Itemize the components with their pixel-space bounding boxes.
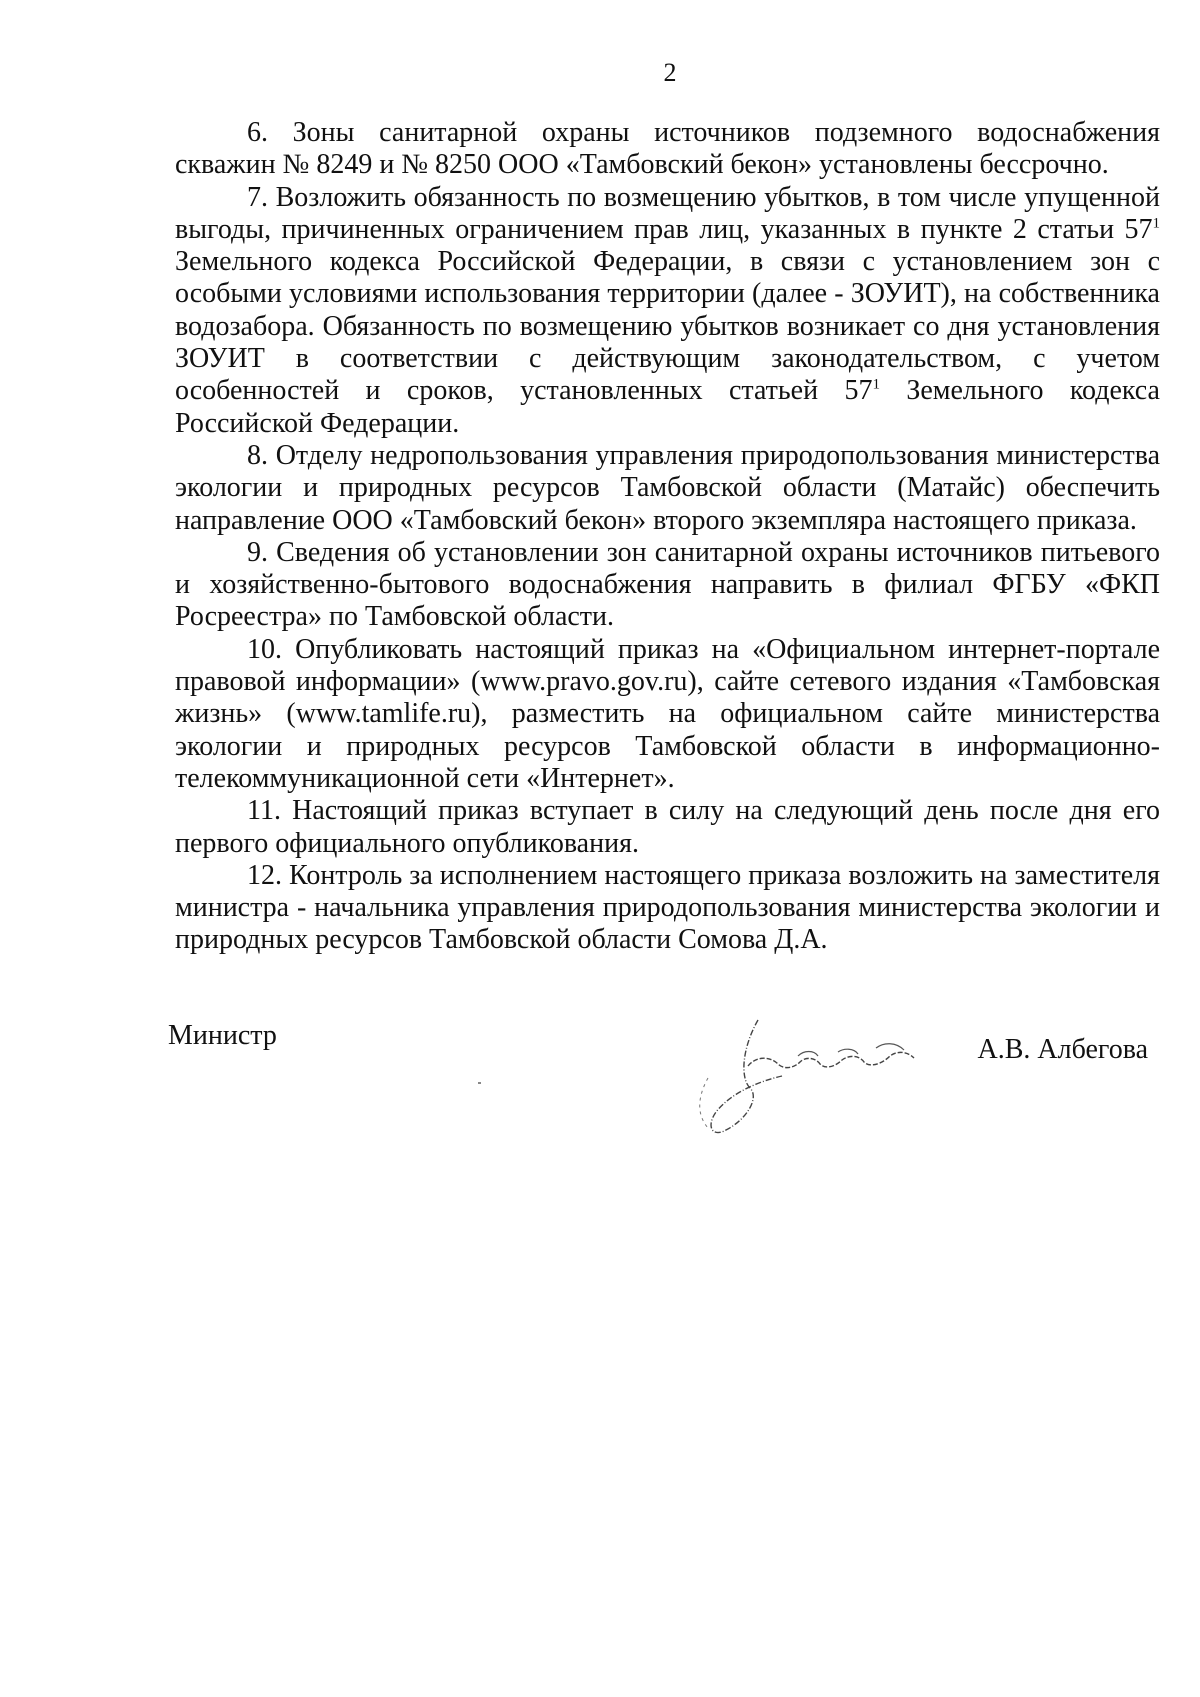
paragraph-7-part-3: Земельного кодекса Российской Федерации. [175,375,1160,439]
superscript-2: 1 [872,377,880,394]
paragraph-9: 9. Сведения об установлении зон санитарной охраны источников питьевого и хозяйственно-бытового водоснабжения направить в филиал ФГБУ «ФКП Росреестра» по Тамбовской области. [175,536,1160,633]
paragraph-7 [175,182,1160,440]
paragraph-11: 11. Настоящий приказ вступает в силу на следующий день после дня его первого официального опубликования. [175,795,1160,859]
superscript-1: 1 [1152,215,1160,232]
signatory-name: А.В. Албегова [977,1034,1148,1065]
paragraph-12: 12. Контроль за исполнением настоящего приказа возложить на заместителя министра - начальника управления природопользования министерства экологии и природных ресурсов Тамбовской области Сомова Д.А. [175,859,1160,956]
paragraph-7-part-1: 7. Возложить обязанность по возмещению убытков, в том числе упущенной выгоды, причиненных ограничением прав лиц, указанных в пункте 2 статьи 57 [175,181,1160,245]
paragraph-7-part-2: Земельного кодекса Российской Федерации, в связи с установлением зон с особыми условиями использования территории (далее - ЗОУИТ), на собственника водозабора. Обязанность по возмещению убытков возникает со дня установления ЗОУИТ в соответствии с действующим законодательством, с учетом особенностей и сроков, установленных статьей 57 [175,246,1160,407]
paragraph-6: 6. Зоны санитарной охраны источников подземного водоснабжения скважин № 8249 и № 8250 ООО «Тамбовский бекон» установлены бессрочно. [175,117,1160,181]
paragraph-10: 10. Опубликовать настоящий приказ на «Официальном интернет-портале правовой информации» (www.pravo.gov.ru), сайте сетевого издания «Тамбовская жизнь» (www.tamlife.ru), разместить на официальном сайте министерства экологии и природных ресурсов Тамбовской области в информационно-телекоммуникационной сети «Интернет». [175,633,1160,794]
paragraph-8: 8. Отделу недропользования управления природопользования министерства экологии и природных ресурсов Тамбовской области (Матайс) обеспечить направление ООО «Тамбовский бекон» второго экземпляра настоящего приказа. [175,439,1160,536]
order-body [175,117,1160,957]
page-number: 2 [663,58,677,87]
signatory-title: Министр [168,1020,277,1051]
handwritten-signature [638,1008,938,1148]
signature-block [168,1020,1160,1140]
scan-artifact [478,1082,481,1084]
